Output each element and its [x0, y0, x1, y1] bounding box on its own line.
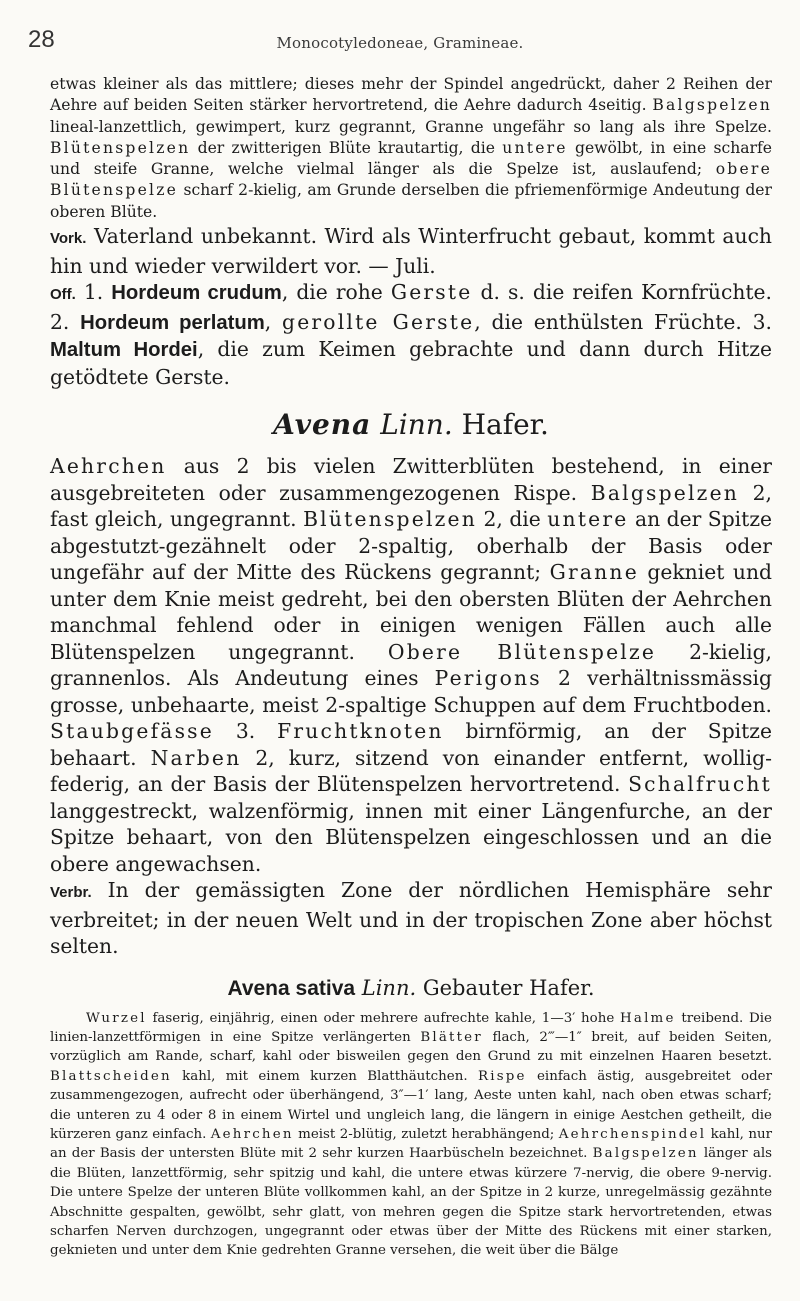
term: Balgspelzen — [590, 480, 740, 505]
term: Balgspelzen — [592, 1146, 699, 1162]
text: flach, 2‴—1″ breit, auf beiden Seiten, vorzüglich am Rande, scharf, kahl oder bisweilen gegen den Grund zu mit einzelnen Haaren besetzt. — [50, 1029, 773, 1065]
text: kahl, mit einem kurzen Blatthäutchen. — [171, 1068, 478, 1084]
text: gewölbt, in eine scharfe und steife Granne, welche vielmal länger als die Spelze ist, auslaufend; — [50, 138, 772, 179]
text: d. s. die reifen Kornfrüchte. 2. — [50, 280, 772, 334]
genus-heading — [50, 408, 772, 441]
term: Narben — [150, 745, 242, 770]
text: 2, kurz, sitzend von einander entfernt, wollig-federig, an der Basis der Blütenspelzen hervortretend. — [50, 745, 772, 797]
genus-author: Linn. — [380, 408, 453, 442]
section-label-off: Off. — [50, 286, 76, 304]
paragraph-vorkommen — [50, 223, 772, 279]
term: Blattscheiden — [50, 1068, 172, 1084]
paragraph-avena-sativa-description — [50, 1009, 772, 1261]
text: lineal-lanzettlich, gewimpert, kurz gegrannt, Granne ungefähr so lang als ihre Spelze. — [50, 117, 772, 136]
term: Blätter — [420, 1029, 483, 1045]
text: , — [264, 309, 283, 334]
species-heading — [50, 976, 772, 1001]
page-number: 28 — [28, 26, 55, 53]
term: Aehrchen — [50, 454, 167, 479]
text: 3. — [213, 719, 278, 744]
text: an der Spitze abgestutzt-gezähnelt oder 2-spaltig, oberhalb der Basis oder ungefähr auf der Mitte des Rückens gegrannt; — [50, 507, 773, 585]
term: Halme — [620, 1010, 676, 1026]
text: 2, die — [476, 507, 548, 532]
text: treibend. Die linien-lanzettförmigen in eine Spitze verlängerten — [50, 1010, 772, 1045]
text: aus 2 bis vielen Zwitterblüten bestehend, in einer ausgebreiteten oder zusammengezogenen Rispe. — [50, 454, 772, 505]
text: faserig, einjährig, einen oder mehrere aufrechte kahle, 1—3′ hohe — [146, 1010, 621, 1026]
drug-name-hordeum-perlatum: Hordeum perlatum — [80, 311, 265, 334]
term-gerste: Gerste — [390, 280, 473, 305]
species-common-name: Gebauter Hafer. — [422, 975, 595, 1000]
text: 2, fast gleich, ungegrannt. — [50, 480, 772, 532]
text: etwas kleiner als das mittlere; dieses mehr der Spindel angedrückt, daher 2 Reihen der Aehre auf beiden Seiten stärker hervortretend, die Aehre dadurch 4seitig. — [50, 75, 772, 115]
drug-name-hordeum-crudum: Hordeum crudum — [111, 282, 282, 305]
term: Schalfrucht — [628, 772, 772, 797]
text: 2 verhältnissmässig grosse, unbehaarte, meist 2-spaltige Schuppen auf dem Fruchtboden. — [50, 666, 773, 717]
drug-name-maltum-hordei: Maltum Hordei — [50, 339, 198, 362]
genus-name: Avena — [273, 408, 372, 442]
text: , die zum Keimen gebrachte und dann durch Hitze getödtete Gerste. — [50, 337, 772, 389]
term: Rispe — [477, 1068, 527, 1084]
text: scharf 2-kielig, am Grunde derselben die pfriemenförmige Andeutung der oberen Blüte. — [50, 181, 772, 221]
term: Obere Blütenspelze — [387, 639, 657, 664]
species-author: Linn. — [361, 975, 417, 1000]
term: Aehrchenspindel — [558, 1127, 707, 1143]
text: langgestreckt, walzenförmig, innen mit einer Längenfurche, an der Spitze behaart, von den Blütenspelzen eingeschlossen und an die obere angewachsen. — [50, 798, 772, 876]
genus-common-name: Hafer. — [461, 408, 549, 442]
paragraph-hordeum-description — [50, 74, 772, 223]
text: 1. — [75, 280, 112, 305]
term-bluetenspelzen: Blütenspelzen — [50, 138, 191, 157]
term: Granne — [549, 560, 639, 585]
term-untere: untere — [502, 138, 568, 157]
term: Aehrchen — [210, 1127, 294, 1143]
term: Fruchtknoten — [277, 719, 444, 744]
species-name: Avena sativa — [227, 976, 356, 1000]
text: kahl, nur an der Basis der untersten Blüte mit 2 sehr kurzen Haarbüscheln bezeichnet. — [50, 1127, 772, 1162]
running-head: Monocotyledoneae, Gramineae. — [276, 34, 524, 52]
term: Blütenspelzen — [303, 507, 477, 532]
text: , die enthülsten Früchte. 3. — [474, 309, 772, 334]
text: der zwitterigen Blüte krautartig, die — [190, 138, 503, 157]
text: gekniet und unter dem Knie meist gedreht, bei den obersten Blüten der Aehrchen manchmal fehlend oder in einigen wenigen Fällen auch alle Blütenspelzen ungegrannt. — [50, 560, 772, 664]
term: Wurzel — [86, 1010, 147, 1026]
page-header — [28, 26, 772, 56]
text: einfach ästig, ausgebreitet oder zusammengezogen, aufrecht oder überhängend, 3″—1′ lang, Aeste unten kahl, nach oben etwas scharf; die unteren zu 4 oder 8 in einem Wirtel und ungleich lang, die längern in einige Aestchen getheilt, die kürzeren ganz einfach. — [50, 1068, 772, 1143]
text: meist 2-blütig, zuletzt herabhängend; — [293, 1127, 559, 1143]
paragraph-officinal — [50, 279, 772, 390]
term-gerollte-gerste: gerollte Gerste — [282, 309, 475, 334]
term: Staubgefässe — [50, 719, 214, 744]
term-balgspelzen: Balgspelzen — [652, 96, 772, 115]
section-label-verbr: Verbr. — [50, 884, 92, 902]
page-body — [50, 74, 772, 1261]
text: länger als die Blüten, lanzettförmig, sehr spitzig und kahl, die untere etwas kürzere 7-nervig, die obere 9-nervig. Die untere Spelze der unteren Blüte vollkommen kahl, an der Spitze in 2 kurze, unregelmässig gezähnte Abschnitte gespalten, gewölbt, sehr glatt, von mehren gegen die Spitze stark hervortretenden, etwas scharfen Nerven durchzogen, ungegrannt oder etwas über der Mitte des Rückens mit einer starken, geknieten und unter dem Knie gedrehten Granne versehen, die weit über die Bälge — [50, 1146, 772, 1259]
text: 2-kielig, grannenlos. Als Andeutung eines — [50, 639, 773, 691]
paragraph-verbreitung — [50, 877, 772, 960]
term: untere — [547, 507, 629, 532]
text: , die rohe — [281, 280, 391, 305]
term-obere-bluetenspelze: obere Blütenspelze — [50, 160, 772, 200]
term: Perigons — [434, 666, 542, 691]
text: birnförmig, an der Spitze behaart. — [50, 719, 772, 770]
text: In der gemässigten Zone der nördlichen Hemisphäre sehr verbreitet; in der neuen Welt und in der tropischen Zone aber höchst selten. — [50, 878, 772, 959]
paragraph-avena-description — [50, 453, 772, 877]
section-label-vork: Vork. — [50, 230, 87, 248]
text: Vaterland unbekannt. Wird als Winterfrucht gebaut, kommt auch hin und wieder verwildert vor. — Juli. — [50, 224, 772, 278]
